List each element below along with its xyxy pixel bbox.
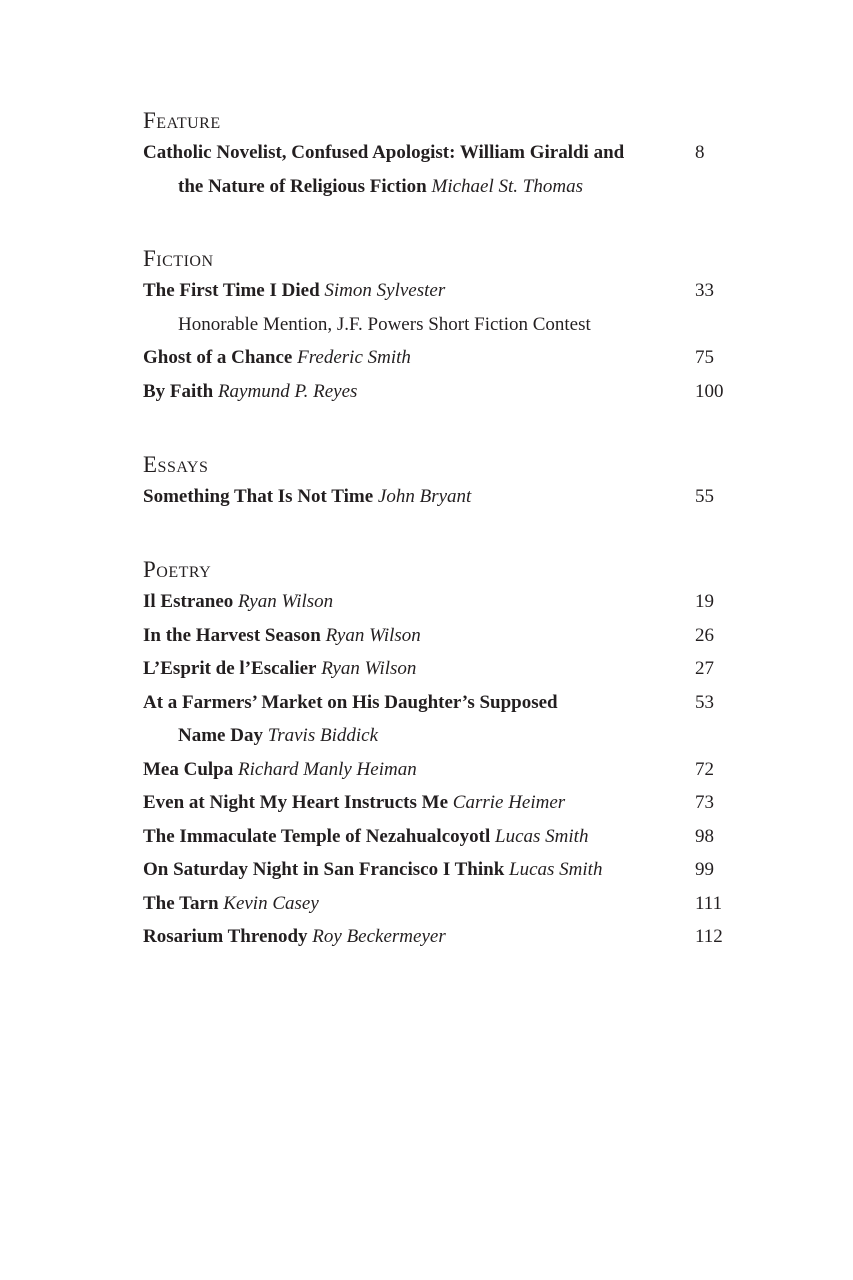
entry-page-number: 26 bbox=[695, 624, 714, 646]
entry-title-continued: the Nature of Religious Fiction bbox=[178, 175, 427, 197]
entry-author: Kevin Casey bbox=[223, 892, 319, 914]
toc-entry bbox=[143, 820, 743, 854]
entry-author: Ryan Wilson bbox=[325, 624, 421, 646]
section-essays bbox=[143, 450, 743, 514]
entry-title-continued: Name Day bbox=[178, 725, 263, 746]
entry-author: Simon Sylvester bbox=[324, 280, 446, 301]
toc-entry bbox=[143, 686, 743, 753]
entry-page-number: 27 bbox=[695, 658, 714, 679]
section-heading: Essays bbox=[143, 452, 209, 477]
entry-page-number: 111 bbox=[695, 892, 723, 914]
entry-page-number: 100 bbox=[695, 380, 724, 402]
entry-author: Richard Manly Heiman bbox=[238, 758, 417, 780]
entry-page-number: 98 bbox=[695, 825, 714, 847]
entry-page-number: 72 bbox=[695, 758, 714, 780]
entry-author: Ryan Wilson bbox=[238, 591, 334, 612]
entry-title: Even at Night My Heart Instructs Me bbox=[143, 792, 449, 813]
entry-page-number: 33 bbox=[695, 280, 714, 301]
entry-title: Mea Culpa bbox=[143, 758, 234, 780]
entry-title: The Immaculate Temple of Nezahualcoyotl bbox=[143, 825, 491, 847]
toc-entry bbox=[143, 585, 743, 619]
entry-author: Lucas Smith bbox=[495, 825, 589, 847]
toc-entry bbox=[143, 753, 743, 787]
section-heading: Poetry bbox=[143, 557, 212, 582]
entry-page-number: 73 bbox=[695, 792, 714, 813]
entry-author: Lucas Smith bbox=[509, 859, 603, 880]
entry-title: The First Time I Died bbox=[143, 280, 320, 301]
entry-author: Ryan Wilson bbox=[321, 658, 417, 679]
toc-entry bbox=[143, 341, 743, 375]
toc-entry bbox=[143, 853, 743, 887]
entry-page-number: 53 bbox=[695, 691, 714, 713]
toc-entry bbox=[143, 652, 743, 686]
entry-title: Something That Is Not Time bbox=[143, 486, 374, 507]
toc-entry bbox=[143, 136, 743, 203]
section-poetry bbox=[143, 555, 743, 954]
entry-page-number: 99 bbox=[695, 859, 714, 880]
section-heading: Feature bbox=[143, 108, 221, 133]
toc-entry bbox=[143, 274, 743, 341]
entry-title: By Faith bbox=[143, 380, 214, 402]
toc-entry bbox=[143, 920, 743, 954]
entry-note: Honorable Mention, J.F. Powers Short Fiction Contest bbox=[178, 313, 591, 335]
toc-entry bbox=[143, 375, 743, 409]
entry-title: Rosarium Threnody bbox=[143, 926, 308, 947]
section-feature bbox=[143, 106, 743, 203]
entry-author: Raymund P. Reyes bbox=[217, 380, 358, 402]
entry-page-number: 75 bbox=[695, 347, 714, 368]
entry-author: Roy Beckermeyer bbox=[312, 926, 446, 947]
entry-page-number: 8 bbox=[695, 142, 705, 163]
entry-page-number: 112 bbox=[695, 926, 723, 947]
entry-title: Ghost of a Chance bbox=[143, 347, 293, 368]
entry-author: Michael St. Thomas bbox=[431, 175, 583, 197]
entry-title: At a Farmers’ Market on His Daughter’s Supposed bbox=[143, 691, 558, 713]
entry-page-number: 19 bbox=[695, 591, 714, 612]
entry-title: On Saturday Night in San Francisco I Think bbox=[143, 859, 505, 880]
section-fiction bbox=[143, 244, 743, 408]
entry-title: Il Estraneo bbox=[143, 591, 234, 612]
toc-entry bbox=[143, 786, 743, 820]
toc-entry bbox=[143, 480, 743, 514]
entry-title: In the Harvest Season bbox=[143, 624, 321, 646]
toc-entry bbox=[143, 619, 743, 653]
entry-author: John Bryant bbox=[377, 486, 472, 507]
entry-title: Catholic Novelist, Confused Apologist: William Giraldi and bbox=[143, 142, 625, 163]
entry-title: L’Esprit de l’Escalier bbox=[143, 658, 317, 679]
toc-entry bbox=[143, 887, 743, 921]
entry-author: Frederic Smith bbox=[297, 347, 411, 368]
entry-title: The Tarn bbox=[143, 892, 219, 914]
entry-author: Carrie Heimer bbox=[452, 792, 566, 813]
entry-author: Travis Biddick bbox=[267, 725, 379, 746]
entry-page-number: 55 bbox=[695, 486, 714, 507]
section-heading: Fiction bbox=[143, 246, 214, 271]
